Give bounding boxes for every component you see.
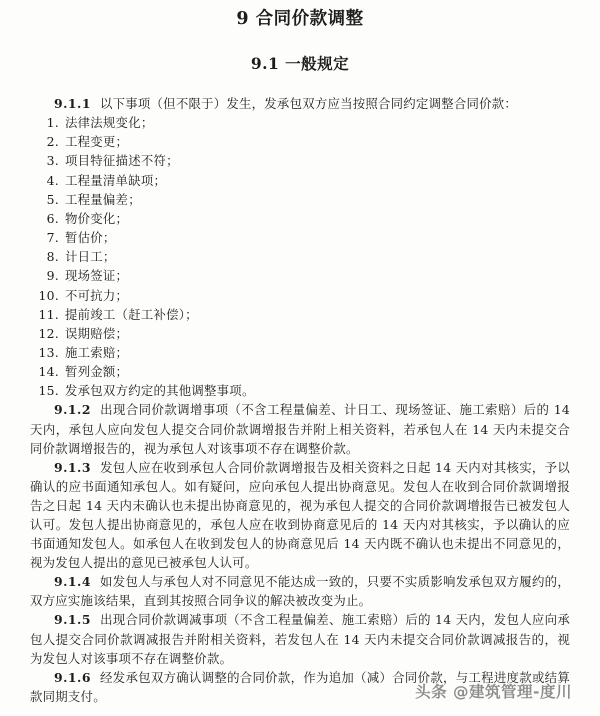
- list-item-index: 3.: [46, 153, 59, 169]
- paragraph-number-9-1-2: 9.1.2: [54, 402, 91, 418]
- paragraph-text-9-1-6: 经发承包双方确认调整的合同价款，作为追加（减）合同价款，与工程进度款或结算款同期支付。: [30, 669, 570, 704]
- list-item-label: 法律法规变化；: [65, 115, 154, 131]
- list-item-label: 施工索赔；: [65, 344, 129, 360]
- list-item: [30, 171, 570, 190]
- list-item: [30, 286, 570, 305]
- section-subtitle: 9.1 一般规定: [250, 54, 350, 73]
- list-item-index: 14.: [38, 364, 59, 380]
- paragraph-number-9-1-6: 9.1.6: [54, 669, 91, 685]
- paragraph-9-1-4: [30, 572, 570, 610]
- list-item-label: 工程量清单缺项；: [65, 172, 167, 188]
- list-item: [30, 247, 570, 266]
- list-item-index: 10.: [38, 287, 59, 303]
- page-title: 9 合同价款调整: [236, 9, 364, 29]
- paragraph-9-1-2: [30, 400, 570, 457]
- list-item: [30, 266, 570, 285]
- list-item-index: 2.: [46, 134, 59, 150]
- list-item-index: 5.: [46, 191, 59, 207]
- paragraph-text-9-1-4: 如发包人与承包人对不同意见不能达成一致的，只要不实质影响发承包双方履约的，双方应实施该结果，直到其按照合同争议的解决被改变为止。: [30, 574, 570, 609]
- list-item: [30, 132, 570, 151]
- list-item-label: 计日工；: [65, 249, 116, 265]
- list-item-index: 1.: [46, 115, 59, 131]
- list-item: [30, 228, 570, 247]
- list-item-index: 15.: [38, 383, 59, 399]
- paragraph-text-9-1-1: 以下事项（但不限于）发生，发承包双方应当按照合同约定调整合同价款：: [99, 96, 518, 111]
- list-item-index: 6.: [46, 210, 59, 226]
- list-item-label: 不可抗力；: [65, 287, 129, 303]
- list-item-label: 误期赔偿；: [65, 325, 129, 341]
- list-item-index: 7.: [46, 230, 59, 246]
- list-item-index: 12.: [38, 325, 59, 341]
- list-item-label: 现场签证；: [65, 268, 129, 284]
- list-item-label: 暂估价；: [65, 230, 116, 246]
- list-item-index: 13.: [38, 344, 59, 360]
- list-item-label: 工程变更；: [65, 134, 129, 150]
- paragraph-9-1-3: [30, 458, 570, 573]
- list-item-label: 物价变化；: [65, 210, 129, 226]
- list-item-label: 暂列金额；: [65, 364, 129, 380]
- paragraph-number-9-1-4: 9.1.4: [54, 574, 91, 590]
- paragraph-text-9-1-3: 发包人应在收到承包人合同价款调增报告及相关资料之日起 14 天内对其核实，予以确认的应书面通知承包人。如有疑问，应向承包人提出协商意见。发包人在收到合同价款调增报告之日起 14 天内未确认也未提出协商意见的，视为承包人提交的合同价款调增报告已被发包人认可。发包人提出协商意见的，承包人应在收到协商意见后的 14 天内对其核实，予以确认的应书面通知发包人。如承包人在收到发包人的协商意见后 14 天内既不确认也未提出不同意见的，视为发包人提出的意见已被承包人认可。: [30, 459, 570, 571]
- list-item-index: 4.: [46, 172, 59, 188]
- list-item: [30, 113, 570, 132]
- list-item-label: 工程量偏差；: [65, 191, 141, 207]
- paragraph-text-9-1-5: 出现合同价款调减事项（不含工程量偏差、施工索赔）后的 14 天内，发包人应向承包人提交合同价款调减报告并附相关资料，若发包人在 14 天内未提交合同价款调减报告的，视为发包人对该事项不存在调整价款。: [30, 612, 570, 666]
- list-item-index: 8.: [46, 249, 59, 265]
- list-item: [30, 209, 570, 228]
- list-item: [30, 343, 570, 362]
- list-item: [30, 151, 570, 170]
- paragraph-9-1-1: [30, 80, 570, 113]
- list-item-index: 9.: [46, 268, 59, 284]
- adjustment-items-list: [30, 113, 570, 400]
- list-item: [30, 305, 570, 324]
- list-item: [30, 362, 570, 381]
- paragraph-text-9-1-2: 出现合同价款调增事项（不含工程量偏差、计日工、现场签证、施工索赔）后的 14 天内，承包人应向发包人提交合同价款调增报告并附上相关资料，若承包人在 14 天内未提交合同价款调增报告的，视为承包人对该事项不存在调整价款。: [30, 402, 570, 456]
- paragraph-number-9-1-3: 9.1.3: [54, 459, 91, 475]
- list-item-label: 发承包双方约定的其他调整事项。: [65, 383, 255, 399]
- list-item-label: 项目特征描述不符；: [65, 153, 179, 169]
- paragraph-number-9-1-5: 9.1.5: [54, 612, 91, 628]
- paragraph-9-1-5: [30, 610, 570, 667]
- list-item: [30, 381, 570, 400]
- list-item: [30, 190, 570, 209]
- list-item-label: 提前竣工（赶工补偿）；: [65, 306, 198, 322]
- paragraph-number-9-1-1: 9.1.1: [54, 96, 91, 111]
- watermark: 头条 @建筑管理-度川: [415, 683, 572, 701]
- list-item-index: 11.: [38, 306, 59, 322]
- list-item: [30, 324, 570, 343]
